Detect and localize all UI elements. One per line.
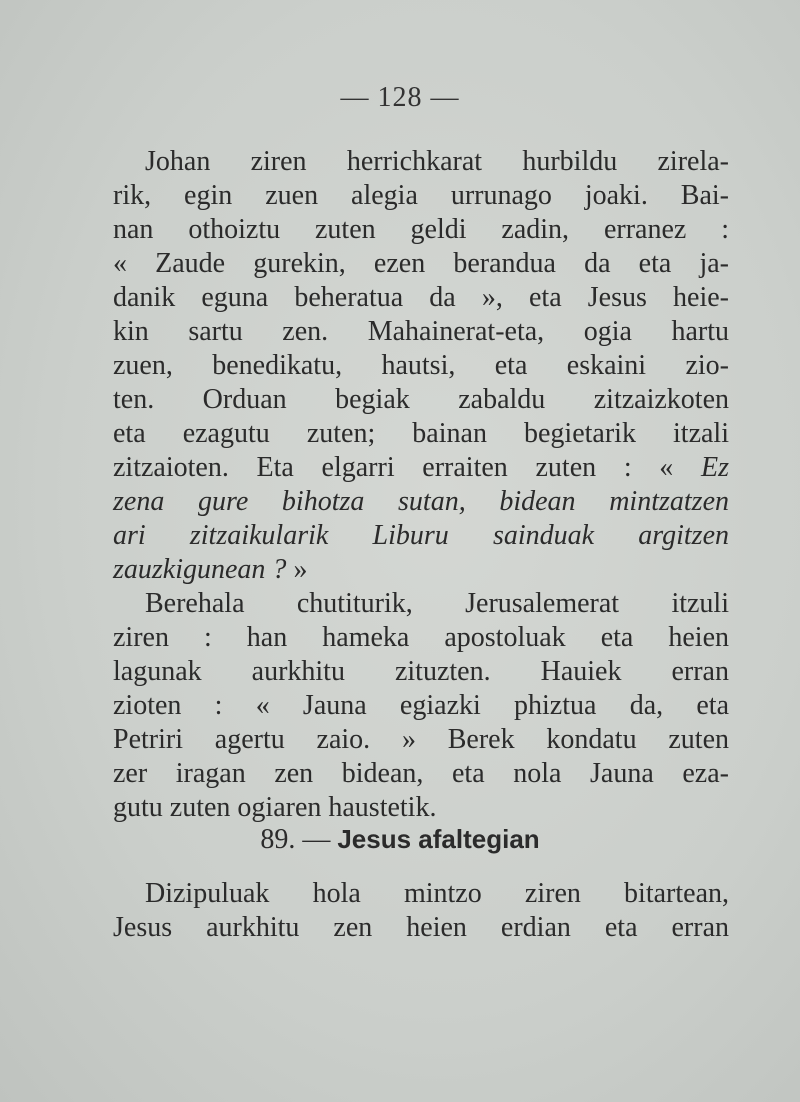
- text-line: Petriri agertu zaio. » Berek kondatu zuten: [113, 724, 729, 755]
- text-line: rik, egin zuen alegia urrunago joaki. Bai-: [113, 180, 729, 211]
- text-line: ten. Orduan begiak zabaldu zitzaizkoten: [113, 384, 729, 415]
- text-line: zuen, benedikatu, hautsi, eta eskaini zio-: [113, 350, 729, 381]
- text-line: kin sartu zen. Mahainerat-eta, ogia hartu: [113, 316, 729, 347]
- italic-segment: zena gure bihotza sutan, bidean mintzatzen: [113, 486, 729, 517]
- italic-segment: zauzkigunean ?: [113, 554, 287, 585]
- section-number: 89.: [260, 824, 296, 855]
- text-line: lagunak aurkhitu zituzten. Hauiek erran: [113, 656, 729, 687]
- text-line: [113, 519, 729, 553]
- text-line: Berehala chutiturik, Jerusalemerat itzuli: [145, 588, 729, 619]
- text-segment: zitzaioten. Eta elgarri erraiten zuten : «: [113, 452, 674, 483]
- text-line: [113, 485, 729, 519]
- section-heading: [0, 822, 800, 857]
- text-line: zioten : « Jauna egiazki phiztua da, eta: [113, 690, 729, 721]
- text-line: Jesus aurkhitu zen heien erdian eta erran: [113, 912, 729, 943]
- text-segment: »: [286, 554, 308, 585]
- page-number: — 128 —: [340, 82, 460, 113]
- text-line: Dizipuluak hola mintzo ziren bitartean,: [145, 878, 729, 909]
- text-line: [113, 553, 729, 587]
- text-line: [113, 451, 729, 485]
- text-line: Johan ziren herrichkarat hurbildu zirela-: [145, 146, 729, 177]
- italic-segment: Ez: [701, 452, 730, 483]
- text-line: nan othoiztu zuten geldi zadin, erranez :: [113, 214, 729, 245]
- italic-segment: ari zitzaikularik Liburu sainduak argitzen: [113, 520, 729, 551]
- text-line: zer iragan zen bidean, eta nola Jauna eza-: [113, 758, 729, 789]
- text-line: ziren : han hameka apostoluak eta heien: [113, 622, 729, 653]
- text-line: gutu zuten ogiaren haustetik.: [113, 792, 437, 823]
- text-line: danik eguna beheratua da », eta Jesus heie-: [113, 282, 729, 313]
- text-line: « Zaude gurekin, ezen berandua da eta ja-: [113, 248, 729, 279]
- text-line: eta ezagutu zuten; bainan begietarik itzali: [113, 418, 729, 449]
- section-title: Jesus afaltegian: [337, 824, 540, 854]
- section-dash: —: [302, 824, 331, 855]
